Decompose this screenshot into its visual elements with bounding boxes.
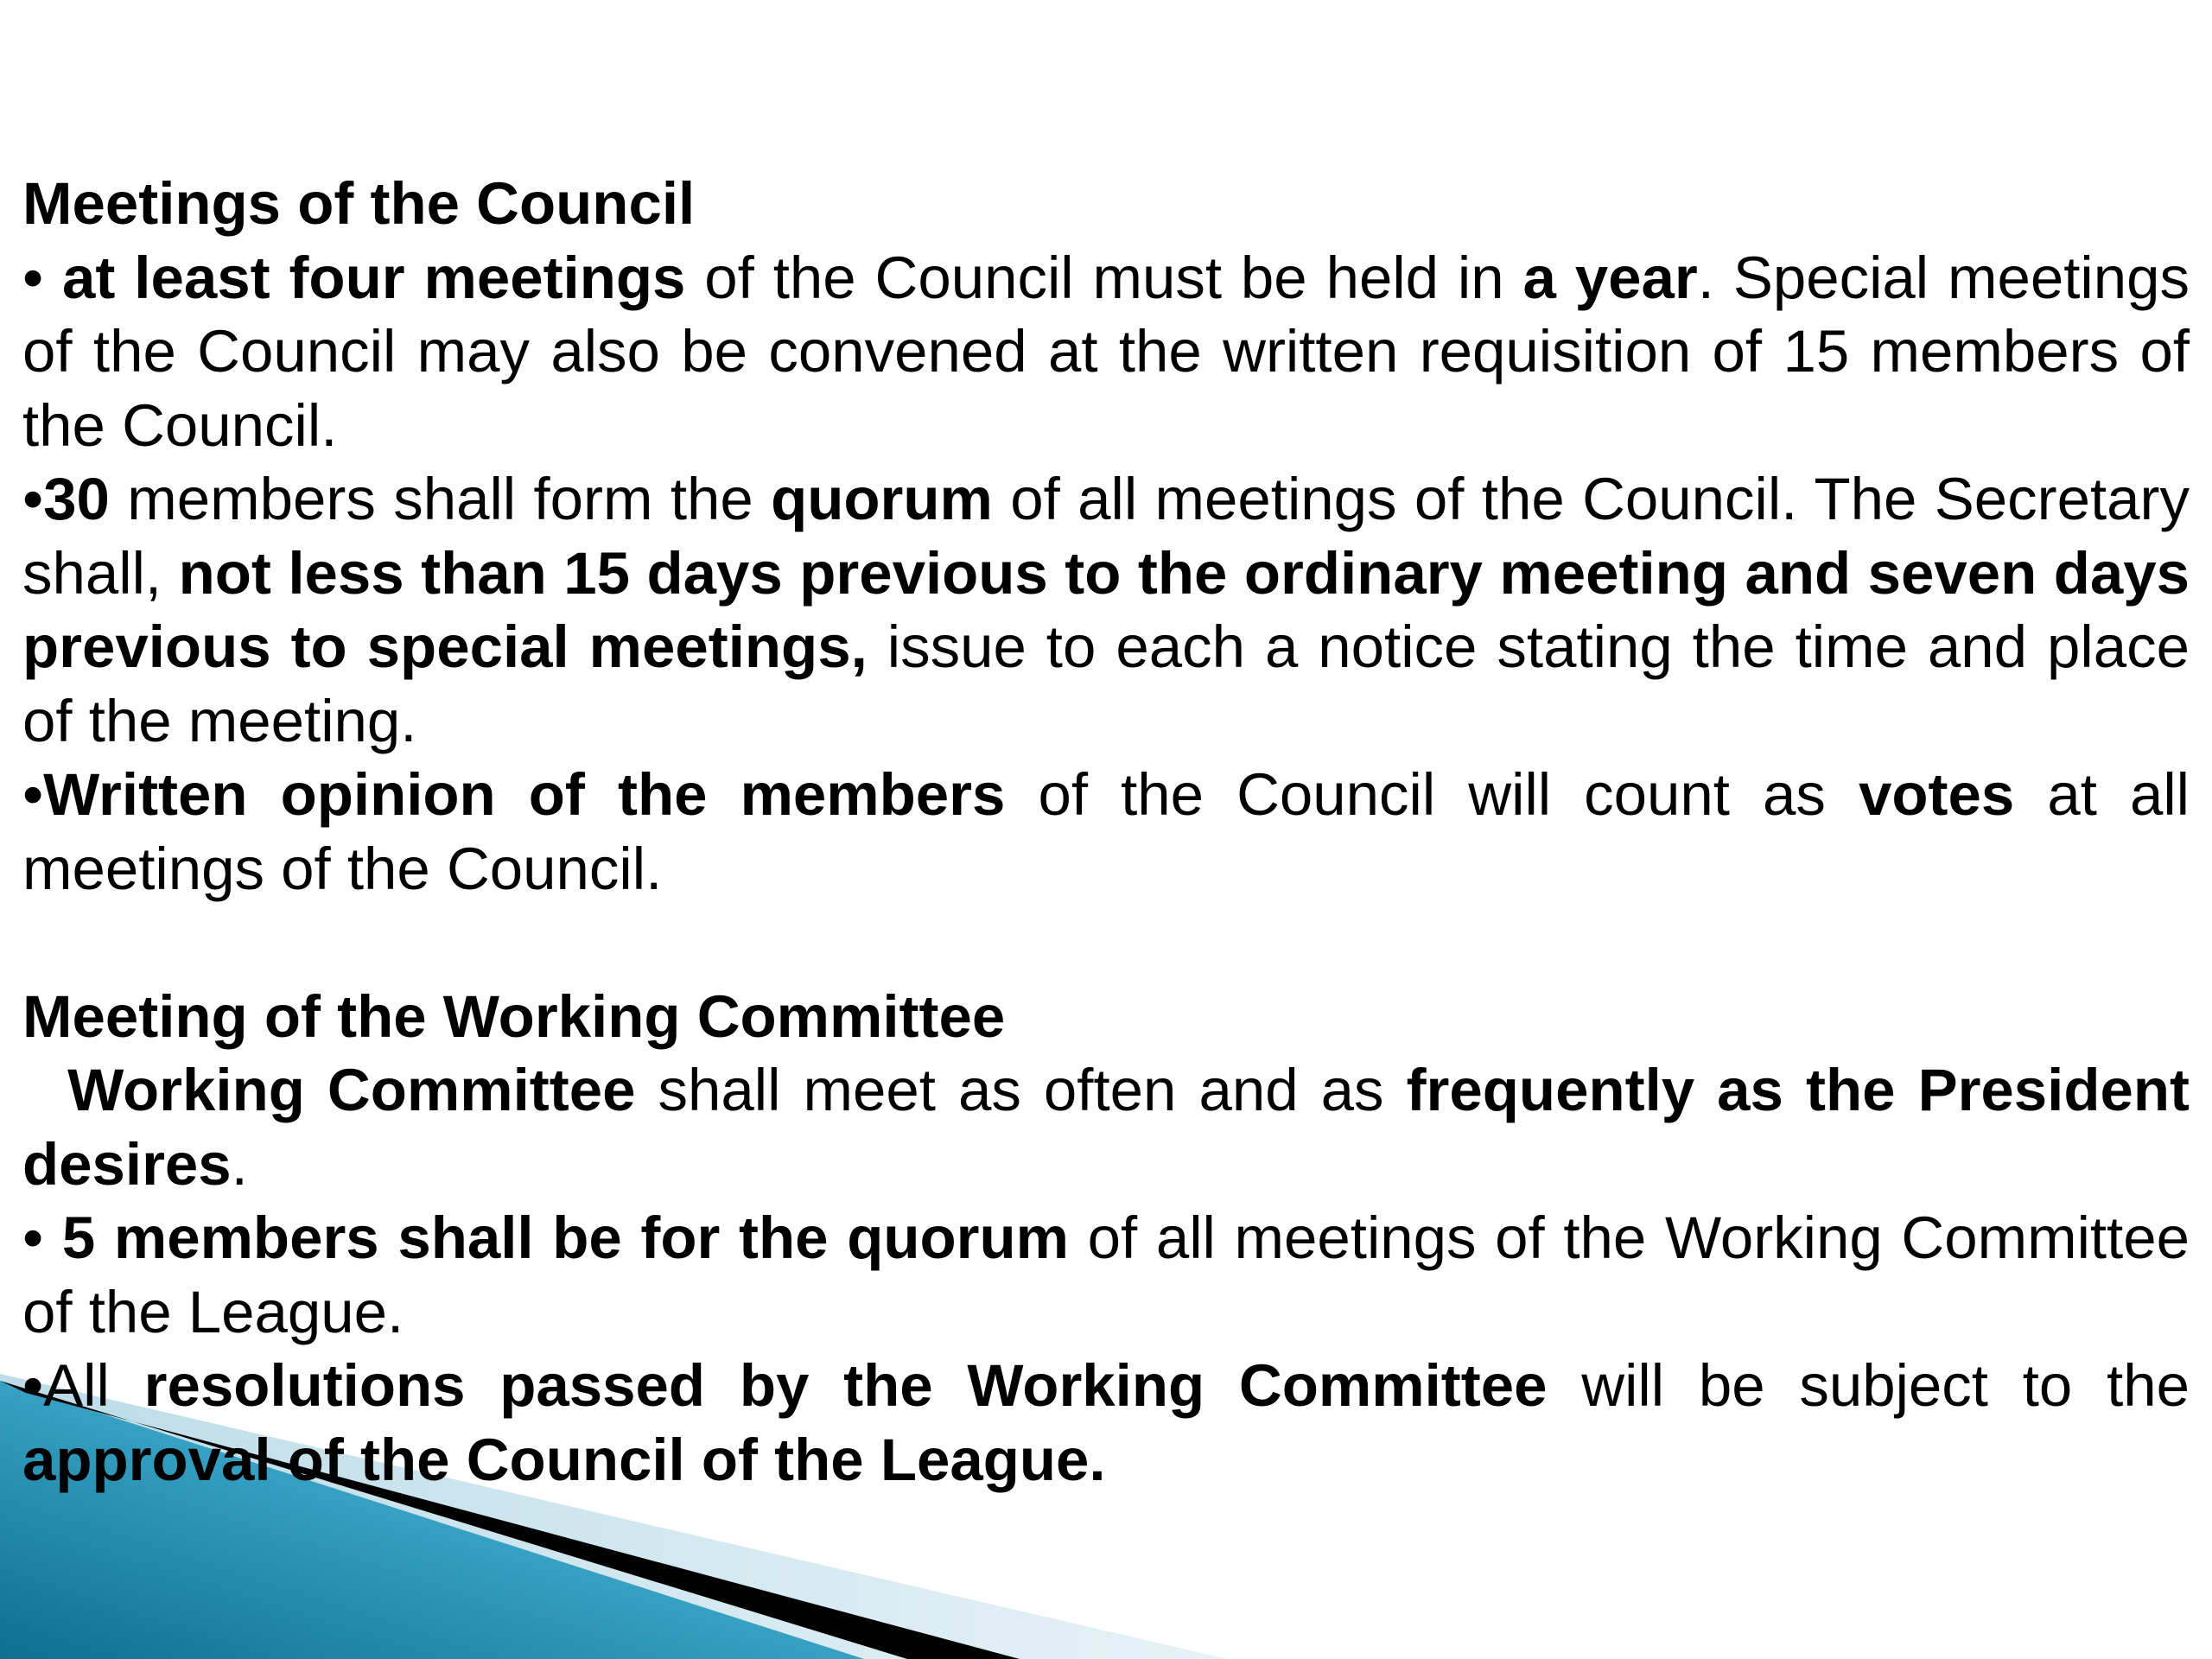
- text-run: •: [22, 1205, 62, 1271]
- text-run: of all meetings of the Working Committee of the League.: [22, 1205, 2190, 1345]
- text-run: •: [22, 244, 63, 311]
- text-run: of the Council will count as: [1005, 761, 1859, 828]
- bullet-paragraph: [22, 1053, 2190, 1201]
- text-run: .: [231, 1130, 248, 1198]
- text-run: [22, 1057, 67, 1123]
- bold-text-run: 5 members shall be for the quorum: [61, 1205, 1069, 1271]
- bullet-paragraph: [22, 241, 2190, 463]
- bold-text-run: frequently as the President desires: [22, 1057, 2190, 1198]
- bold-text-run: quorum: [771, 466, 993, 532]
- section-council-meetings: [22, 167, 2190, 906]
- text-run: will be subject to the: [1547, 1352, 2190, 1419]
- text-run: issue to each a notice stating the time and place of the meeting.: [22, 613, 2190, 754]
- bullet-paragraph: [22, 1201, 2190, 1349]
- text-run: members shall form the: [109, 466, 772, 532]
- section-heading: Meeting of the Working Committee: [22, 982, 1006, 1050]
- bullet-paragraph: [22, 1349, 2190, 1497]
- text-run: •: [22, 466, 44, 532]
- bold-text-run: a year: [1522, 244, 1698, 311]
- section-working-committee: [22, 980, 2190, 1497]
- bullet-paragraph: [22, 462, 2190, 758]
- bold-text-run: resolutions passed by the Working Committee: [143, 1352, 1548, 1419]
- slide-body: [22, 167, 2190, 1497]
- bold-text-run: Working Committee: [67, 1057, 636, 1123]
- text-run: at all meetings of the Council.: [22, 761, 2190, 902]
- bold-text-run: approval of the Council of the League.: [22, 1426, 1106, 1493]
- bold-text-run: 30: [43, 466, 110, 532]
- bold-text-run: votes: [1859, 761, 2015, 828]
- text-run: shall meet as often and as: [635, 1057, 1407, 1123]
- text-run: of the Council must be held in: [685, 244, 1523, 311]
- bullet-paragraph: [22, 758, 2190, 906]
- text-run: •All: [22, 1352, 144, 1419]
- text-run: of all meetings of the Council. The Secretary shall,: [22, 466, 2190, 607]
- bold-text-run: not less than 15 days previous to the ordinary meeting and seven days previous to special meetings,: [22, 539, 2190, 680]
- bold-text-run: at least four meetings: [62, 244, 686, 311]
- section-spacer: [22, 906, 2190, 980]
- section-heading: Meetings of the Council: [22, 170, 696, 237]
- text-run: •: [22, 761, 44, 828]
- bold-text-run: Written opinion of the members: [43, 761, 1006, 828]
- text-run: . Special meetings of the Council may also be convened at the written requisition of 15 members of the Council.: [22, 244, 2190, 459]
